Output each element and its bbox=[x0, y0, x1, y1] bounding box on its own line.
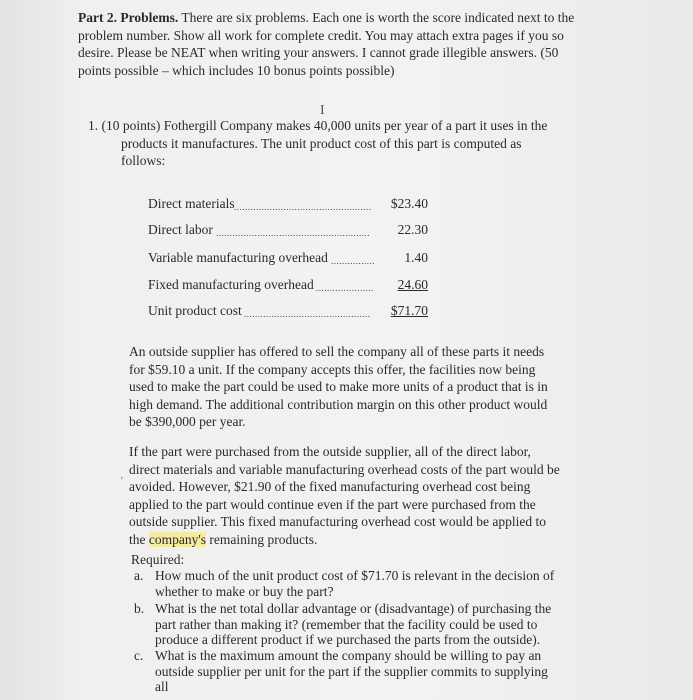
instructions-text: There are six problems. Each one is worth the score indicated next to the problem number. Show all work for complete credit. You may attach extra pages if you so desire. Please be NEAT when writing your answers. I cannot grade illegible answers. (50 points possible – which includes 10 bonus points possible) bbox=[78, 10, 575, 78]
leader-dots: .............................................. bbox=[244, 309, 371, 319]
leader-dots: ........................................................ bbox=[216, 228, 370, 238]
leader-dots: .................................................. bbox=[234, 202, 372, 212]
cost-label: Fixed manufacturing overhead bbox=[148, 277, 314, 292]
cost-row-direct-materials bbox=[148, 196, 438, 214]
cost-row-fixed-overhead bbox=[148, 277, 438, 295]
cost-label: Direct labor bbox=[148, 222, 213, 237]
purchase-paragraph bbox=[129, 443, 561, 548]
required-heading: Required: bbox=[131, 552, 185, 567]
required-item-a bbox=[134, 568, 564, 600]
item-text: What is the net total dollar advantage or (disadvantage) of purchasing the part rather than making it? (remember that the facility could be used to produce a different product if we purchased the parts from the outside). bbox=[155, 601, 552, 647]
cost-label: Variable manufacturing overhead bbox=[148, 250, 328, 265]
item-text: How much of the unit product cost of $71.70 is relevant in the decision of whether to make or buy the part? bbox=[155, 568, 555, 599]
item-letter: c. bbox=[134, 648, 144, 663]
item-letter: a. bbox=[134, 568, 144, 583]
cost-value: 24.60 bbox=[397, 277, 428, 292]
cost-value: 22.30 bbox=[397, 222, 428, 237]
cost-row-unit-product-cost bbox=[148, 303, 438, 321]
leader-dots: ................ bbox=[331, 256, 375, 266]
item-text: What is the maximum amount the company should be willing to pay an outside supplier per unit for the part if the supplier commits to supplying all bbox=[155, 648, 548, 694]
cost-row-direct-labor bbox=[148, 222, 438, 240]
cost-value: $23.40 bbox=[390, 196, 428, 211]
supplier-offer-paragraph: An outside supplier has offered to sell the company all of these parts it needs for $59.10 a unit. If the company accepts this offer, the facilities now being used to make the part could be used to make more units of a product that is in high demand. The additional contribution margin on this other product would be $390,000 per year. bbox=[129, 344, 548, 429]
highlighted-word: company's bbox=[148, 531, 207, 547]
leader-dots: ..................... bbox=[316, 283, 374, 293]
instructions-paragraph bbox=[78, 9, 578, 79]
text-cursor-icon: I bbox=[320, 103, 325, 118]
cost-row-variable-overhead bbox=[148, 250, 438, 268]
purchase-text-end: remaining products. bbox=[206, 531, 318, 547]
problem-1-statement bbox=[88, 117, 558, 170]
required-item-b bbox=[134, 601, 564, 649]
stray-mark: ' bbox=[121, 476, 123, 487]
purchase-text: If the part were purchased from the outside supplier, all of the direct labor, direct materials and variable manufacturing overhead costs of the part would be avoided. However, $21.90 of the fixed manufacturing overhead cost being applied to the part would continue even if the part were purchased from the outside supplier. This fixed manufacturing overhead cost would be applied to the bbox=[129, 444, 560, 547]
cost-value: 1.40 bbox=[404, 250, 428, 265]
problem-1-continuation: products it manufactures. The unit product cost of this part is computed as follows: bbox=[121, 135, 522, 168]
required-item-c bbox=[134, 648, 564, 694]
problem-1-line: 1. (10 points) Fothergill Company makes 40,000 units per year of a part it uses in the bbox=[88, 118, 548, 133]
cost-label: Unit product cost bbox=[148, 303, 242, 318]
cost-label: Direct materials bbox=[148, 196, 235, 211]
cost-value: $71.70 bbox=[390, 303, 428, 318]
item-letter: b. bbox=[134, 601, 145, 616]
part-heading: Part 2. Problems. bbox=[78, 10, 179, 25]
